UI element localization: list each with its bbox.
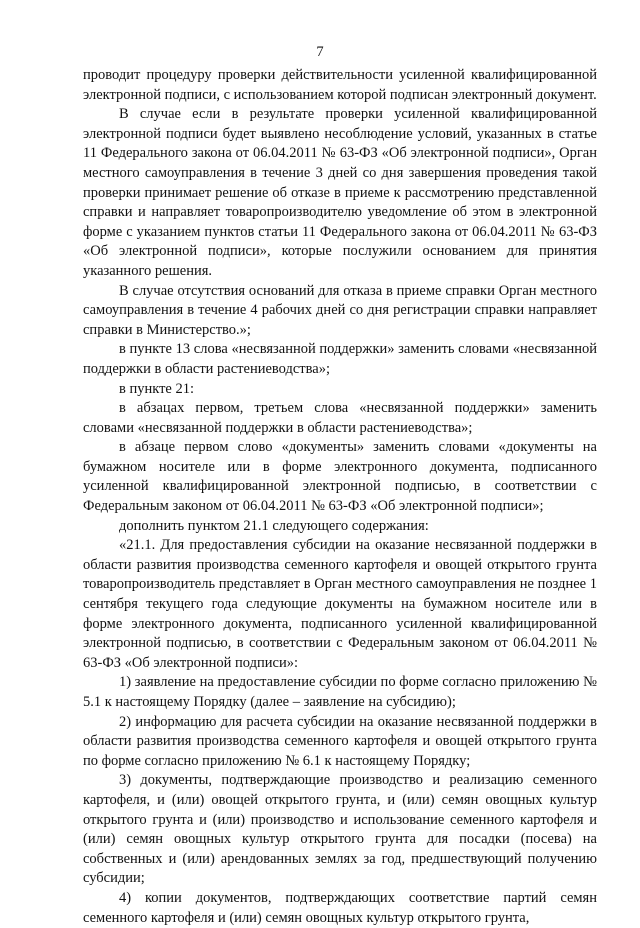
paragraph-add-item-21-1: дополнить пунктом 21.1 следующего содержания: (119, 517, 429, 534)
page-number: 7 (316, 44, 324, 60)
list-item-3-production-documents: 3) документы, подтверждающие производство и реализацию семенного картофеля, и (или) овощей открытого грунта, и (или) семян овощных культур открытого грунта и (или) производство и использование семенного картофеля и (или) семян овощных культур открытого грунта для посадки (посева) на собственных и (или) арендованных землях за год, предшествующий получению субсидии; (83, 772, 597, 887)
document-body (83, 66, 597, 928)
paragraph-item-21-heading: в пункте 21: (119, 380, 195, 397)
paragraph-item-21-documents: в абзаце первом слово «документы» заменить словами «документы на бумажном носителе или в форме электронного документа, подписанного усиленной квалифицированной электронной подписью, в соответствии с Федеральным законом от 06.04.2011 № 63-ФЗ «Об электронной подписи»; (83, 439, 597, 515)
paragraph-item-21-1-text: «21.1. Для предоставления субсидии на оказание несвязанной поддержки в области развития производства семенного картофеля и овощей открытого грунта товаропроизводитель представляет в Орган местного самоуправления не позднее 1 сентября текущего года следующие документы на бумажном носителе или в форме электронного документа, подписанного усиленной квалифицированной электронной подписью, в соответствии с Федеральным законом от 06.04.2011 № 63-ФЗ «Об электронной подписи»: (83, 537, 597, 671)
paragraph-amend-item-13: в пункте 13 слова «несвязанной поддержки» заменить словами «несвязанной поддержки в области растениеводства»; (83, 341, 597, 377)
list-item-4-document-copies: 4) копии документов, подтверждающих соответствие партий семян семенного картофеля и (или) семян овощных культур открытого грунта, (83, 889, 597, 926)
list-item-1-application: 1) заявление на предоставление субсидии по форме согласно приложению № 5.1 к настоящему Порядку (далее – заявление на субсидию); (83, 674, 597, 710)
paragraph-no-grounds-for-refusal: В случае отсутствия оснований для отказа в приеме справки Орган местного самоуправления в течение 4 рабочих дней со дня регистрации справки направляет справки в Министерство.»; (83, 282, 597, 338)
paragraph-item-21-abzac-1-3: в абзацах первом, третьем слова «несвязанной поддержки» заменить словами «несвязанной поддержки в области растениеводства»; (83, 400, 597, 436)
list-item-2-calculation-info: 2) информацию для расчета субсидии на оказание несвязанной поддержки в области развития производства семенного картофеля и овощей открытого грунта по форме согласно приложению № 6.1 к настоящему Порядку; (83, 713, 597, 769)
paragraph-continuation: проводит процедуру проверки действительности усиленной квалифицированной электронной подписи, с использованием которой подписан электронный документ. (83, 67, 597, 103)
paragraph-signature-check-failure: В случае если в результате проверки усиленной квалифицированной электронной подписи будет выявлено несоблюдение условий, указанных в статье 11 Федерального закона от 06.04.2011 № 63-ФЗ «Об электронной подписи», Орган местного самоуправления в течение 3 дней со дня завершения проведения такой проверки принимает решение об отказе в приеме к рассмотрению представленной справки и направляет товаропроизводителю уведомление об этом в электронной форме с указанием пунктов статьи 11 Федерального закона от 06.04.2011 № 63-ФЗ «Об электронной подписи», которые послужили основанием для принятия указанного решения. (83, 106, 597, 279)
